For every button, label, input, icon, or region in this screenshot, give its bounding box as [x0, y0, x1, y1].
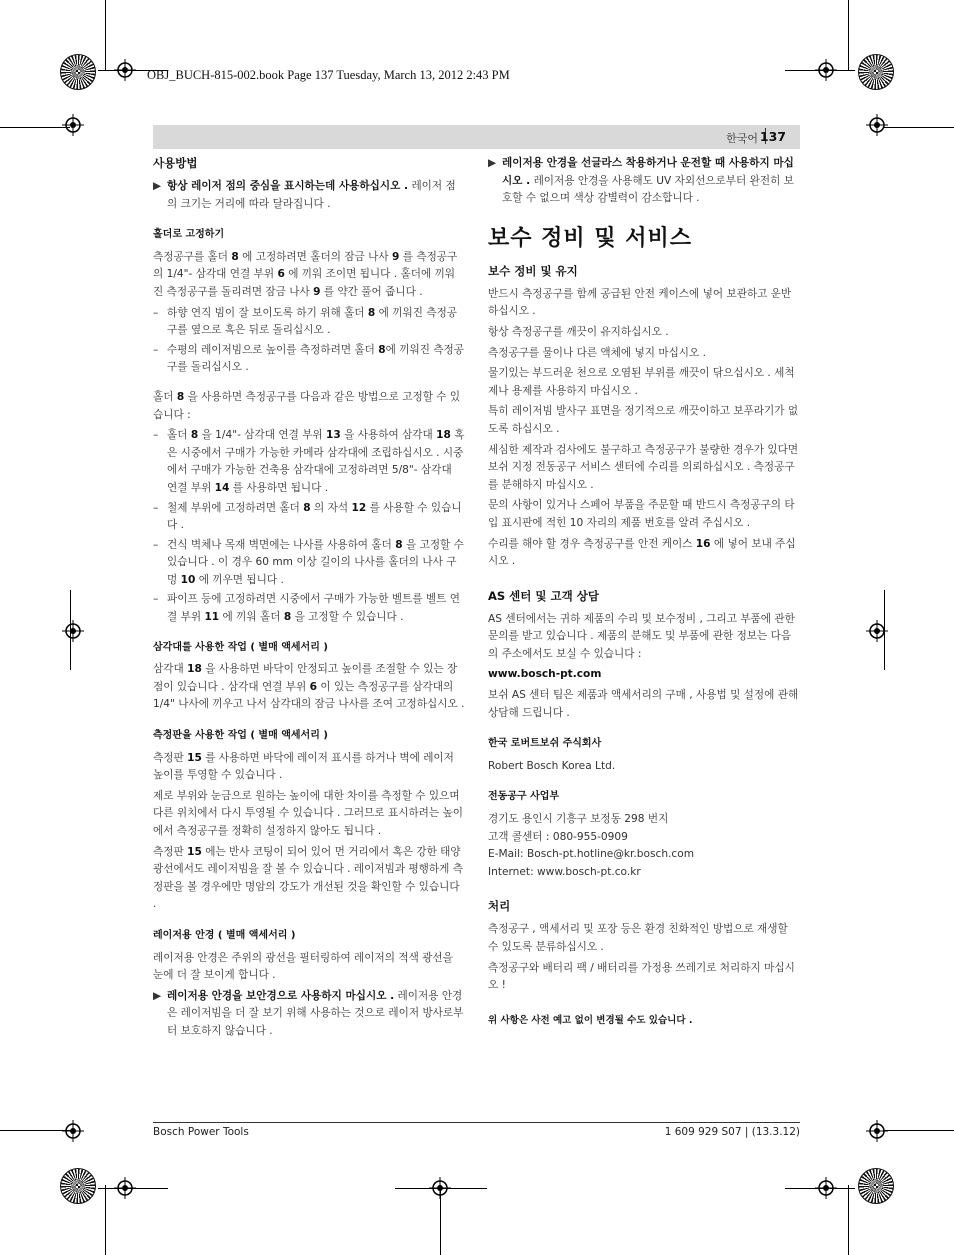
color-target-icon [60, 1168, 96, 1204]
registration-mark-icon [114, 1177, 136, 1199]
paragraph-glasses: 레이저용 안경은 주위의 광선을 필터링하여 레이저의 적색 광선을 눈에 더 잘 보이게 합니다 . [153, 951, 453, 982]
book-file-line: OBJ_BUCH-815-002.book Page 137 Tuesday, March 13, 2012 2:43 PM [147, 68, 510, 82]
reference-number: 12 [351, 501, 367, 514]
page-number: 137 [759, 129, 786, 144]
section-title-usage: 사용방법 [153, 156, 198, 170]
internet-line[interactable]: Internet: www.bosch-pt.co.kr [488, 865, 641, 878]
tools-division-title: 전동공구 사업부 [488, 791, 560, 803]
color-target-icon [60, 54, 96, 90]
reference-number: 9 [313, 285, 321, 298]
chapter-title-maintenance: 보수 정비 및 서비스 [488, 225, 692, 251]
reference-number: 13 [326, 429, 341, 442]
reference-number: 9 [392, 250, 400, 263]
reference-number: 8 [367, 306, 376, 319]
reference-number: 8 [231, 250, 239, 263]
section-title-as-center: AS 센터 및 고객 상담 [488, 588, 599, 603]
header-language: 한국어 [726, 132, 758, 145]
section-title-disposal: 처리 [488, 899, 511, 914]
registration-mark-icon [866, 114, 888, 136]
email-line[interactable]: E-Mail: Bosch-pt.hotline@kr.bosch.com [488, 848, 695, 861]
paragraph-maint-6: 세심한 제작과 검사에도 불구하고 측정공구가 불량한 경우가 있다면 보쉬 지정 전동공구 서비스 센터에 수리를 의뢰하십시오 . 측정공구를 분해하지 마십시오 . [488, 443, 799, 491]
footer-rule [153, 1122, 800, 1123]
registration-mark-icon [815, 59, 837, 81]
change-notice: 위 사항은 사전 예고 없이 변경될 수도 있습니다 . [488, 1014, 693, 1026]
right-column [488, 155, 800, 1032]
left-column [153, 155, 465, 1044]
paragraph-maint-4: 물기있는 부드러운 천으로 오염된 부위를 깨끗이 닦으십시오 . 세척제나 용제를 사용하지 마십시오 . [488, 367, 795, 397]
reference-number: 15 [187, 845, 202, 858]
company-name: Robert Bosch Korea Ltd. [488, 759, 616, 772]
paragraph-maint-5: 특히 레이저빔 발사구 표면을 정기적으로 깨끗이하고 보푸라기가 없도록 하십시오 . [488, 405, 799, 435]
reference-number: 8 [190, 429, 199, 442]
bullet-glasses-warning: ▶ 레이저용 안경을 보안경으로 사용하지 마십시오 . 레이저용 안경은 레이저빔을 더 잘 보기 위해 사용하는 것으로 레이저 방사로부터 보호하지 않습니다 . [153, 989, 464, 1037]
reference-number: 8 [303, 501, 311, 514]
paragraph-holder-1: 측정공구를 홀더 8 에 고정하려면 홀더의 잠금 나사 9 를 측정공구의 1/4"- 삼각대 연결 부위 6 에 끼워 조이면 됩니다 . 홀더에 끼워진 측정공구를 돌리려면 잠금 나사 9 를 약간 풀어 줍니다 . [153, 250, 458, 298]
reference-number: 8 [283, 611, 292, 624]
registration-mark-icon [866, 620, 888, 642]
dash-item: – 철제 부위에 고정하려면 홀더 8 의 자석 12 를 사용할 수 있습니다 . [153, 501, 462, 532]
paragraph-disposal-1: 측정공구 , 액세서리 및 포장 등은 환경 친화적인 방법으로 재생할 수 있도록 분류하십시오 . [488, 923, 788, 953]
paragraph-maint-7: 문의 사항이 있거나 스페어 부품을 주문할 때 반드시 측정공구의 타입 표시판에 적힌 10 자리의 제품 번호를 알려 주십시오 . [488, 499, 795, 529]
registration-mark-icon [429, 1177, 451, 1199]
dash-item: – 파이프 등에 고정하려면 시중에서 구매가 가능한 벨트를 벨트 연결 부위 11 에 끼워 홀더 8 을 고정할 수 있습니다 . [153, 593, 461, 624]
subsection-title-glasses: 레이저용 안경 ( 별매 액세서리 ) [153, 929, 296, 941]
subsection-title-holder: 홀더로 고정하기 [153, 229, 225, 241]
dash-item: – 건식 벽체나 목재 벽면에는 나사를 사용하여 홀더 8 을 고정할 수 있습니다 . 이 경우 60 mm 이상 길이의 나사를 홀더의 나사 구멍 10 에 끼우면 됩니다 . [153, 538, 464, 586]
footer-brand: Bosch Power Tools [153, 1126, 249, 1138]
reference-number: 8 [395, 538, 403, 551]
callcenter-line: 고객 콜센터 : 080-955-0909 [488, 830, 628, 843]
paragraph-as-1: AS 센터에서는 귀하 제품의 수리 및 보수정비 , 그리고 부품에 관한 문의를 받고 있습니다 . 제품의 분해도 및 부품에 관한 정보는 다음의 주소에서도 보실 수 있습니다 : [488, 612, 795, 660]
reference-number: 18 [187, 663, 202, 676]
subsection-title-tripod: 삼각대를 사용한 작업 ( 별매 액세서리 ) [153, 641, 328, 653]
reference-number: 11 [204, 611, 220, 624]
paragraph-as-2: 보쉬 AS 센터 팀은 제품과 액세서리의 구매 , 사용법 및 설정에 관해 상담해 드립니다 . [488, 689, 799, 719]
as-url-link[interactable]: www.bosch-pt.com [488, 668, 602, 681]
bullet-sunglasses-warning: ▶ 레이저용 안경을 선글라스 착용하거나 운전할 때 사용하지 마십시오 . 레이저용 안경을 사용해도 UV 자외선으로부터 완전히 보호할 수 없으며 색상 감별력이 감소합니다 . [488, 157, 794, 205]
registration-mark-icon [815, 1177, 837, 1199]
paragraph-maint-8: 수리를 해야 할 경우 측정공구를 안전 케이스 16 에 넣어 보내 주십시오 . [488, 537, 796, 568]
dash-item: – 하향 연직 빔이 잘 보이도록 하기 위해 홀더 8 에 끼워진 측정공구를 옆으로 혹은 뒤로 돌리십시오 . [153, 306, 458, 337]
subsection-title-plate: 측정판을 사용한 작업 ( 별매 액세서리 ) [153, 730, 328, 742]
reference-number: 10 [180, 573, 196, 586]
paragraph-maint-3: 측정공구를 물이나 다른 액체에 넣지 마십시오 . [488, 346, 707, 359]
reference-number: 15 [187, 751, 202, 764]
paragraph-maint-1: 반드시 측정공구를 함께 공급된 안전 케이스에 넣어 보관하고 운반하십시오 . [488, 287, 792, 318]
footer-docnumber: 1 609 929 S07 | (13.3.12) [664, 1126, 800, 1138]
color-target-icon [858, 1168, 894, 1204]
section-title-maintenance: 보수 정비 및 유지 [488, 263, 578, 278]
dash-item: – 수평의 레이저빔으로 높이를 측정하려면 홀더 8에 끼워진 측정공구를 돌리십시오 . [153, 343, 465, 374]
dash-item: – 홀더 8 을 1/4"- 삼각대 연결 부위 13 을 사용하여 삼각대 18 혹은 시중에서 구매가 가능한 카메라 삼각대에 조립하십시오 . 시중에서 구매가 가능한 건축용 삼각대에 고정하려면 5/8"- 삼각대 연결 부위 14 를 사용하면 됩니다 . [153, 429, 465, 494]
company-title: 한국 로버트보쉬 주식회사 [488, 738, 602, 750]
reference-number: 8 [378, 343, 386, 356]
registration-mark-icon [62, 1120, 84, 1142]
paragraph-maint-2: 항상 측정공구를 깨끗이 유지하십시오 . [488, 325, 669, 338]
paragraph-plate-2: 제로 부위와 눈금으로 원하는 높이에 대한 차이를 측정할 수 있으며 다른 위치에서 다시 투영될 수 있습니다 . 그러므로 표시하려는 높이에서 측정공구를 정확히 설정하지 않아도 됩니다 . [153, 789, 463, 837]
reference-number: 14 [214, 481, 230, 494]
color-target-icon [858, 54, 894, 90]
reference-number: 18 [436, 429, 451, 442]
registration-mark-icon [62, 620, 84, 642]
paragraph-holder-2: 홀더 8 을 사용하면 측정공구를 다음과 같은 방법으로 고정할 수 있습니다 : [153, 390, 461, 421]
bullet-laser-center: ▶ 항상 레이저 점의 중심을 표시하는데 사용하십시오 . 레이저 점의 크기는 거리에 따라 달라집니다 . [153, 180, 456, 210]
reference-number: 6 [309, 680, 317, 693]
reference-number: 16 [695, 537, 711, 550]
registration-mark-icon [114, 59, 136, 81]
paragraph-disposal-2: 측정공구와 배터리 팩 / 배터리를 가정용 쓰레기로 처리하지 마십시오 ! [488, 961, 795, 992]
registration-mark-icon [866, 1120, 888, 1142]
paragraph-tripod: 삼각대 18 을 사용하면 바닥이 안정되고 높이를 조절할 수 있는 장점이 있습니다 . 삼각대 연결 부위 6 이 있는 측정공구를 삼각대의 1/4" 나사에 끼우고 나서 삼각대의 잠금 나사를 조여 고정하십시오 . [153, 663, 465, 711]
page-header-bar [153, 125, 800, 149]
reference-number: 6 [277, 268, 285, 281]
paragraph-plate-1: 측정판 15 를 사용하면 바닥에 레이저 표시를 하거나 벽에 레이저 높이를 투영할 수 있습니다 . [153, 751, 454, 782]
paragraph-plate-3: 측정판 15 에는 반사 코팅이 되어 있어 먼 거리에서 혹은 강한 태양 광선에서도 레이저빔을 잘 볼 수 있습니다 . 레이저빔과 평행하게 측정판을 볼 경우에만 명암의 강도가 개선된 것을 확인할 수 있습니다 . [153, 845, 463, 911]
reference-number: 8 [176, 390, 185, 403]
registration-mark-icon [62, 114, 84, 136]
address-line: 경기도 용인시 기흥구 보정동 298 번지 [488, 813, 669, 826]
